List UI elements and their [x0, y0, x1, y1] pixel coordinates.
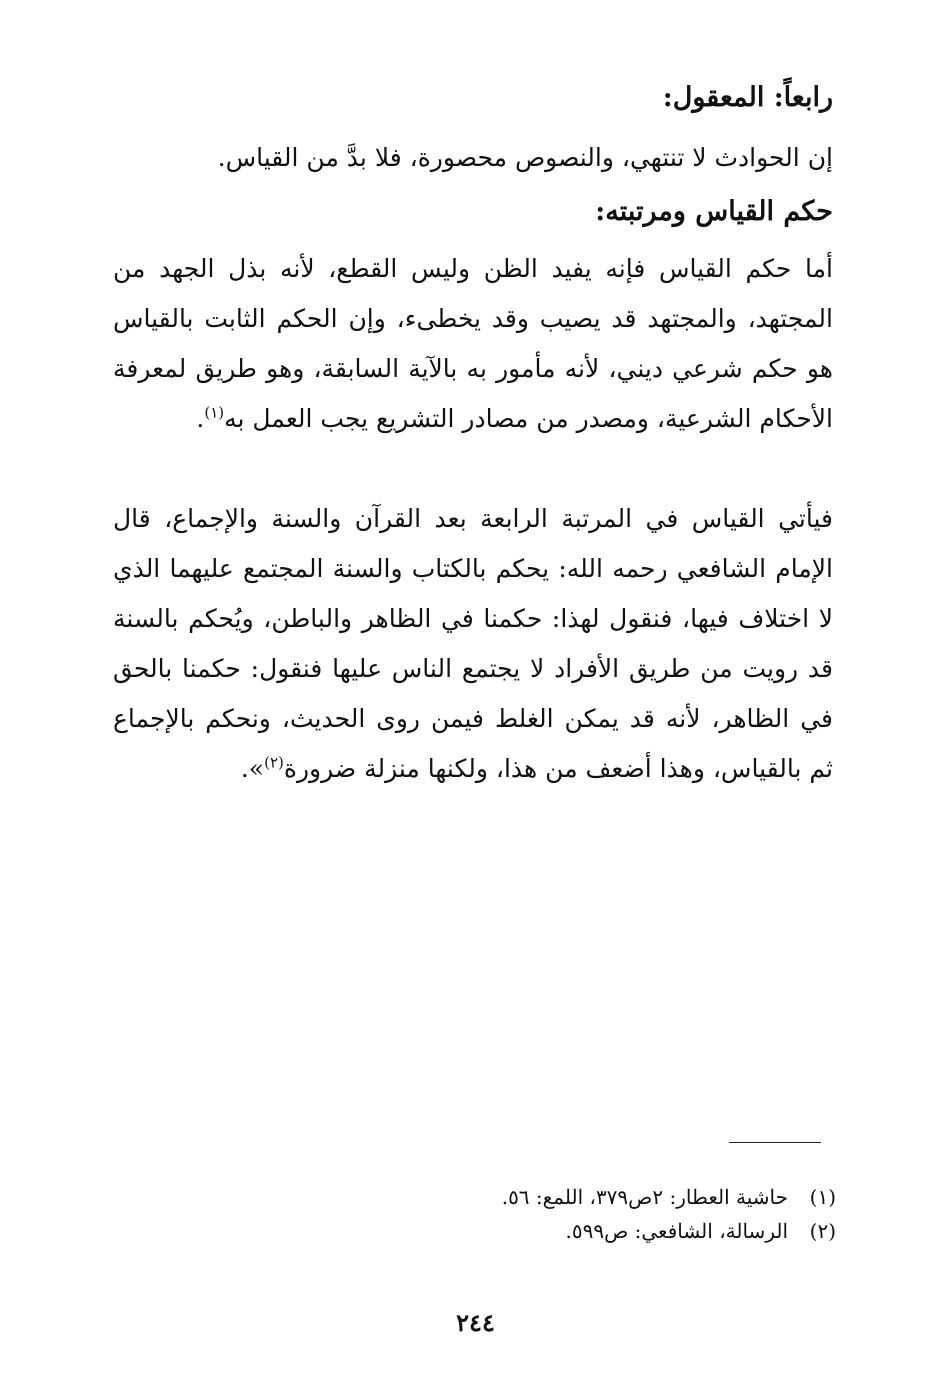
section-heading-reason: رابعاً: المعقول:: [662, 82, 833, 113]
rank-paragraph-end: ».: [240, 754, 265, 783]
ruling-paragraph-text: أما حكم القياس فإنه يفيد الظن وليس القطع، لأنه بذل الجهد من المجتهد، والمجتهد قد يصيب وقد يخطىء، وإن الحكم الثابت بالقياس هو حكم شرعي ديني، لأنه مأمور به بالآية السابقة، وهو طريق لمعرفة الأحكام الشرعية، ومصدر من مصادر التشريع يجب العمل به: [113, 254, 833, 433]
footnote-ref-2: (٢): [264, 753, 284, 772]
footnote-ref-1: (١): [204, 403, 225, 422]
footnote-1: [136, 1180, 836, 1214]
ruling-paragraph: [113, 244, 833, 444]
reason-paragraph: إن الحوادث لا تنتهي، والنصوص محصورة، فلا بدَّ من القياس.: [217, 143, 833, 172]
footnote-text: الرسالة، الشافعي: ص٥٩٩.: [565, 1219, 788, 1243]
footnote-text: حاشية العطار: ٢ص٣٧٩، اللمع: ٥٦.: [501, 1185, 788, 1209]
ruling-paragraph-end: .: [196, 404, 205, 433]
footnote-number: (١): [809, 1185, 836, 1209]
page-number: ٢٤٤: [456, 1308, 495, 1337]
footnote-number: (٢): [809, 1219, 836, 1243]
footnote-2: [136, 1214, 836, 1248]
footnotes: [136, 1180, 836, 1248]
rank-paragraph: [113, 494, 833, 794]
rank-paragraph-text: فيأتي القياس في المرتبة الرابعة بعد القرآن والسنة والإجماع، قال الإمام الشافعي رحمه الله: يحكم بالكتاب والسنة المجتمع عليهما الذي لا اختلاف فيها، فنقول لهذا: حكمنا في الظاهر والباطن، ويُحكم بالسنة قد رويت من طريق الأفراد لا يجتمع الناس عليها فنقول: حكمنا بالحق في الظاهر، لأنه قد يمكن الغلط فيمن روى الحديث، ونحكم بالإجماع ثم بالقياس، وهذا أضعف من هذا، ولكنها منزلة ضرورة: [113, 504, 833, 783]
section-heading-ruling: حكم القياس ومرتبته:: [595, 196, 833, 227]
footnote-divider: [729, 1142, 821, 1143]
